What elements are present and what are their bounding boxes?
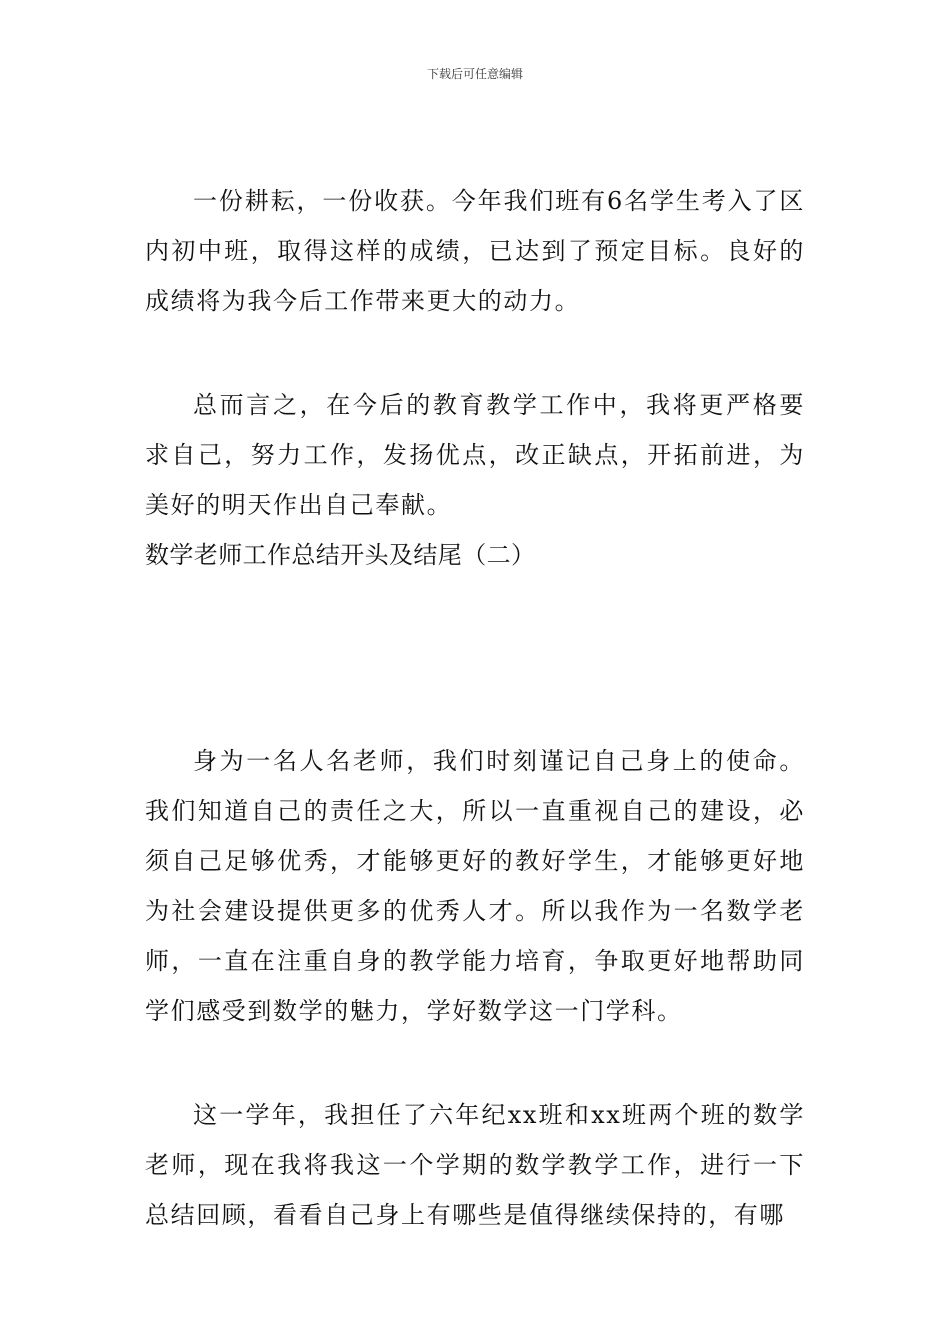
paragraph-spacer (145, 1036, 805, 1090)
paragraph-conclusion: 总而言之，在今后的教育教学工作中，我将更严格要求自己，努力工作，发扬优点，改正缺点，开拓前进，为美好的明天作出自己奉献。 (145, 391, 805, 519)
section-spacer (145, 580, 805, 736)
page-header-note: 下载后可任意编辑 (426, 67, 523, 81)
paragraph-mission: 身为一名人名老师，我们时刻谨记自己身上的使命。我们知道自己的责任之大，所以一直重视自己的建设，必须自己足够优秀，才能够更好的教好学生，才能够更好地为社会建设提供更多的优秀人才。所以我作为一名数学老师，一直在注重自身的教学能力培育，争取更好地帮助同学们感受到数学的魅力，学好数学这一门学科。 (145, 747, 805, 1025)
paragraph-spacer (145, 326, 805, 380)
paragraph-school-year: 这一学年，我担任了六年纪xx班和xx班两个班的数学老师，现在我将我这一个学期的数学教学工作，进行一下总结回顾，看看自己身上有哪些是值得继续保持的，有哪 (145, 1101, 805, 1229)
section-heading: 数学老师工作总结开头及结尾（二） (145, 541, 536, 569)
document-body (145, 176, 805, 1240)
paragraph-harvest: 一份耕耘，一份收获。今年我们班有6名学生考入了区内初中班，取得这样的成绩，已达到了预定目标。良好的成绩将为我今后工作带来更大的动力。 (145, 187, 805, 315)
